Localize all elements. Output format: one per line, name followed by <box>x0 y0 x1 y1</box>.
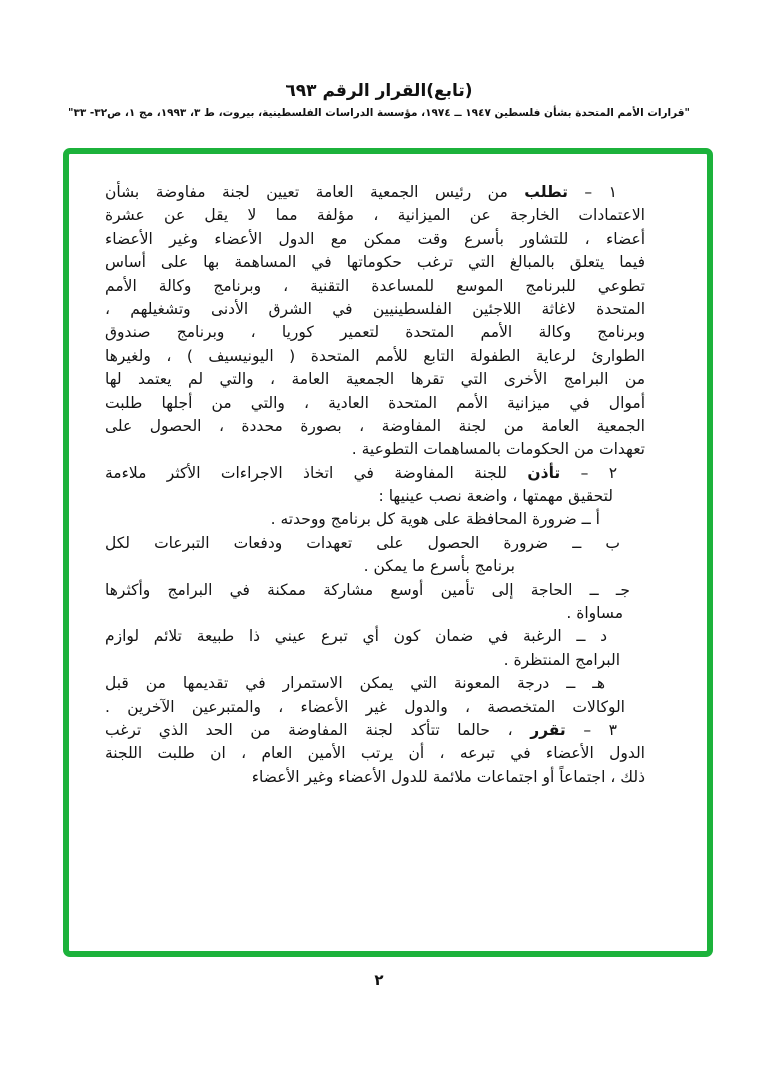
resolution-text <box>105 181 645 789</box>
page-title: (تابع)القرار الرقم ٦٩٣ <box>285 81 473 101</box>
text-line: الدول الأعضاء في تبرعه ، أن يرتب الأمين العام ، ان طلبت اللجنة <box>105 744 645 763</box>
text-line: برنامج بأسرع ما يمكن . <box>363 557 515 576</box>
text-line: هـ ــ درجة المعونة التي يمكن الاستمرار في تقديمها من قبل <box>105 674 605 693</box>
text-line: الجمعية العامة من لجنة المفاوضة ، بصورة محددة ، الحصول على <box>105 416 645 435</box>
text-line: فيما يتعلق بالمبالغ التي ترغب حكوماتها في المساهمة بها على أساس <box>105 253 645 272</box>
text-line: مساواة . <box>566 604 623 623</box>
text-line: د ــ الرغبة في ضمان كون أي تبرع عيني ذا طبيعة تلائم لوازم <box>105 627 607 646</box>
text-line: ٢ – تأذن للجنة المفاوضة في اتخاذ الاجراءات الأكثر ملاءمة <box>105 463 618 482</box>
text-line: تعهدات من الحكومات بالمساهمات التطوعية . <box>351 440 645 459</box>
source-citation: "قرارات الأمم المتحدة بشأن فلسطين ١٩٤٧ ــ ١٩٧٤، مؤسسة الدراسات الفلسطينية، بيروت، ط ٣، ١٩٩٣، مج ١، ص٣٢- ٣٣" <box>67 107 691 119</box>
page-number: ٢ <box>374 971 384 989</box>
text-line: البرامج المنتظرة . <box>503 650 620 669</box>
text-line: أعضاء ، للتشاور بأسرع وقت ممكن مع الدول الأعضاء وغير الأعضاء <box>105 229 645 248</box>
text-line: أ ــ ضرورة المحافظة على هوية كل برنامج ووحدته . <box>270 510 600 529</box>
text-line: أموال في ميزانية الأمم المتحدة العادية ، والتي من أجلها طلبت <box>105 393 645 412</box>
text-line: تطوعي للبرنامج الموسع للمساعدة التقنية ، وبرنامج وكالة الأمم <box>105 276 645 295</box>
text-line: المتحدة لاغاثة اللاجئين الفلسطينيين في الشرق الأدنى وتشغيلهم ، <box>105 299 645 318</box>
text-line: الوكالات المتخصصة ، والدول غير الأعضاء ، والمتبرعين الآخرين . <box>105 697 625 716</box>
text-line: الاعتمادات الخارجة عن الميزانية ، مؤلفة مما لا يقل عن عشرة <box>105 206 645 225</box>
text-line: جـ ــ الحاجة إلى تأمين أوسع مشاركة ممكنة في البرامج وأكثرها <box>105 580 630 599</box>
text-line: ب ــ ضرورة الحصول على تعهدات ودفعات التبرعات لكل <box>105 533 620 552</box>
text-line: الطوارئ لرعاية الطفولة التابع للأمم المتحدة ( اليونيسيف ) ، ولغيرها <box>105 346 645 365</box>
text-line: من البرامج الأخرى التي تقرها الجمعية العامة ، والتي لم يعتمد لها <box>105 370 645 389</box>
text-line: ٣ – تقرر ، حالما تتأكد لجنة المفاوضة من الحد الذي ترغب <box>105 720 617 739</box>
text-line: لتحقيق مهمتها ، واضعة نصب عينيها : <box>378 487 613 506</box>
text-line: ذلك ، اجتماعاً أو اجتماعات ملائمة للدول الأعضاء وغير الأعضاء <box>251 767 645 786</box>
text-line: ١ – تطلب من رئيس الجمعية العامة تعيين لجنة مفاوضة بشأن <box>105 183 617 201</box>
text-line: وبرنامج وكالة الأمم المتحدة لتعمير كوريا ، وبرنامج صندوق <box>105 323 645 342</box>
